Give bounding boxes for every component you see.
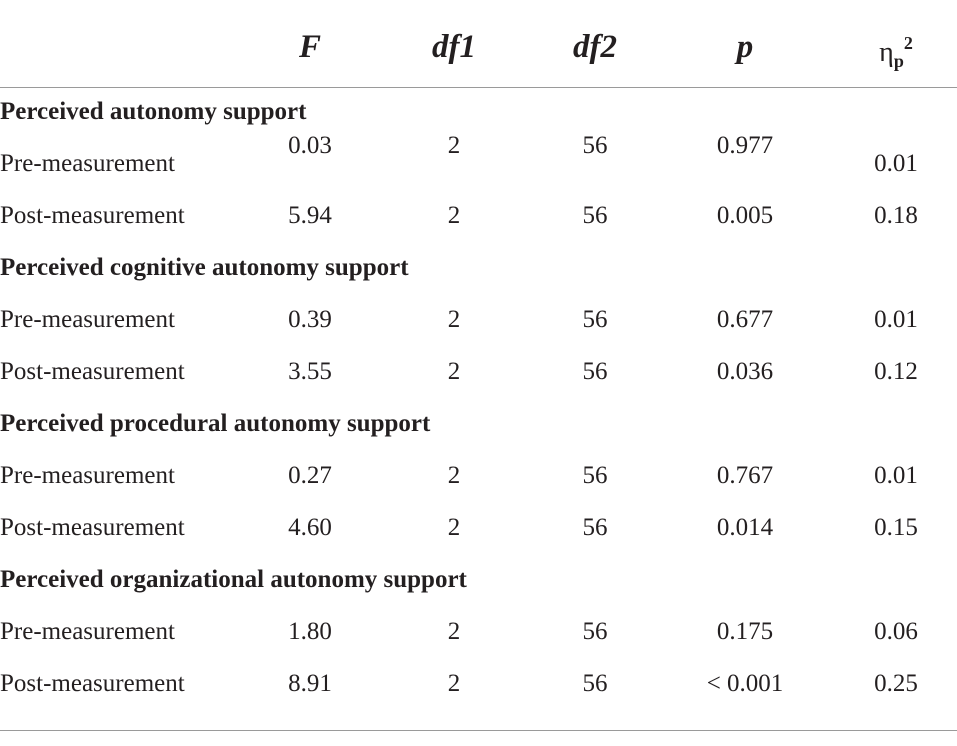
cell-p: 0.036 [716, 358, 774, 385]
header-df1: df1 [432, 29, 476, 65]
cell-df1: 2 [447, 618, 461, 645]
cell-f: 8.91 [288, 670, 332, 697]
row-label: Pre-measurement [0, 618, 175, 645]
row-label: Post-measurement [0, 358, 185, 385]
cell-df1: 2 [447, 132, 461, 159]
section-title: Perceived cognitive autonomy support [0, 254, 409, 281]
cell-df2: 56 [582, 514, 608, 541]
cell-df2: 56 [582, 132, 608, 159]
cell-f: 3.55 [288, 358, 332, 385]
header-f: F [298, 29, 321, 65]
cell-df2: 56 [582, 670, 608, 697]
cell-df1: 2 [447, 514, 461, 541]
row-label: Post-measurement [0, 670, 185, 697]
cell-f: 5.94 [288, 202, 332, 229]
cell-eta: 0.18 [874, 202, 918, 229]
cell-f: 1.80 [288, 618, 332, 645]
row-label: Post-measurement [0, 202, 185, 229]
bottom-rule [0, 730, 957, 731]
cell-p: 0.767 [716, 462, 774, 489]
section-title: Perceived procedural autonomy support [0, 410, 431, 437]
section-title: Perceived autonomy support [0, 98, 307, 125]
section-title: Perceived organizational autonomy support [0, 566, 467, 593]
cell-eta: 0.01 [874, 306, 918, 333]
cell-p: 0.677 [716, 306, 774, 333]
header-eta-sup: 2 [903, 33, 913, 53]
cell-eta: 0.01 [874, 462, 918, 489]
header-eta-sub: p [893, 51, 904, 71]
cell-df1: 2 [447, 358, 461, 385]
cell-eta: 0.25 [874, 670, 918, 697]
row-label: Pre-measurement [0, 150, 175, 177]
header-eta-base: η [879, 37, 894, 68]
cell-eta: 0.15 [874, 514, 918, 541]
cell-f: 4.60 [288, 514, 332, 541]
cell-df1: 2 [447, 462, 461, 489]
cell-eta: 0.12 [874, 358, 918, 385]
header-rule [0, 87, 957, 88]
cell-p: 0.014 [716, 514, 774, 541]
cell-df2: 56 [582, 618, 608, 645]
header-p: p [736, 29, 754, 65]
row-label: Post-measurement [0, 514, 185, 541]
cell-df1: 2 [447, 202, 461, 229]
cell-f: 0.27 [288, 462, 332, 489]
cell-p: 0.977 [716, 132, 774, 159]
cell-df2: 56 [582, 306, 608, 333]
cell-df2: 56 [582, 202, 608, 229]
cell-eta: 0.01 [874, 150, 918, 177]
row-label: Pre-measurement [0, 462, 175, 489]
cell-f: 0.39 [288, 306, 332, 333]
cell-df2: 56 [582, 462, 608, 489]
cell-df2: 56 [582, 358, 608, 385]
header-df2: df2 [573, 29, 617, 65]
cell-f: 0.03 [288, 132, 332, 159]
cell-df1: 2 [447, 670, 461, 697]
cell-df1: 2 [447, 306, 461, 333]
header-partial-eta-squared [866, 18, 926, 71]
cell-p: 0.175 [716, 618, 774, 645]
cell-p: 0.005 [716, 202, 774, 229]
row-label: Pre-measurement [0, 306, 175, 333]
cell-p: < 0.001 [706, 670, 784, 697]
cell-eta: 0.06 [874, 618, 918, 645]
